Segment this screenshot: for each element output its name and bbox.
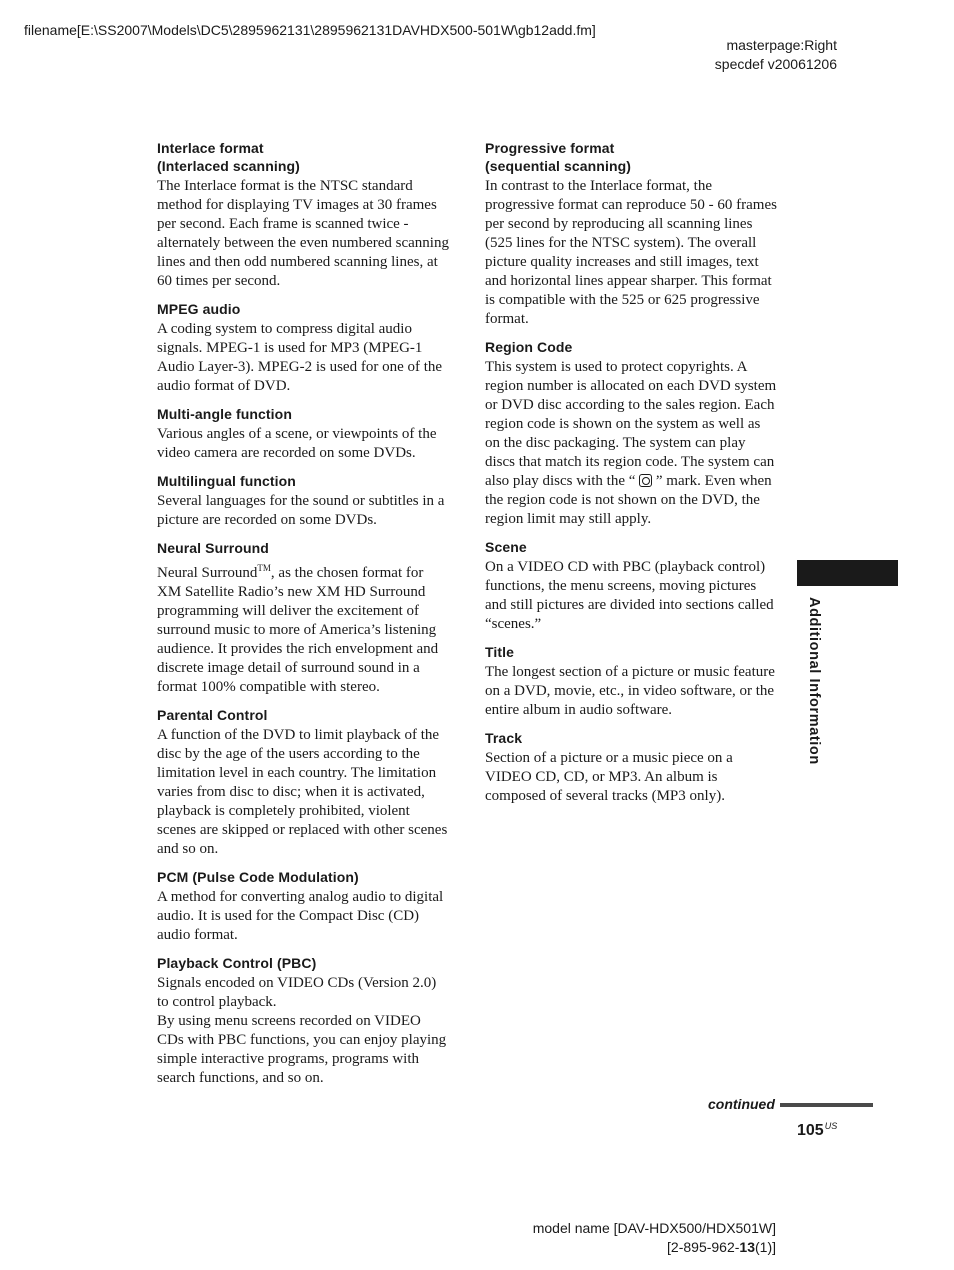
term-title: Parental Control [157, 707, 268, 723]
term-pcm [157, 868, 449, 945]
term-title: Interlace format (Interlaced scanning) [157, 140, 300, 174]
continued-bar [780, 1103, 873, 1107]
term-title: Multi-angle function [157, 406, 292, 422]
term-scene [485, 538, 777, 634]
term-title: PCM (Pulse Code Modulation) [157, 869, 359, 885]
term-title-entry [485, 643, 777, 720]
term-track [485, 729, 777, 806]
term-title: Scene [485, 539, 527, 555]
term-body: A method for converting analog audio to digital audio. It is used for the Compact Disc (CD) audio format. [157, 889, 444, 943]
page-region-suffix: US [824, 1121, 838, 1131]
term-body: This system is used to protect copyrights. A region number is allocated on each DVD system or DVD disc according to the sales region. Each region code is shown on the system as well as on the disc packaging. The system can play discs that match its region code. The system can also play discs with the “ ” mark. Even when the region code is not shown on the DVD, the region limit may still apply. [485, 359, 777, 527]
term-body: In contrast to the Interlace format, the progressive format can reproduce 50 - 60 frames per second by reproducing all scanning lines (525 lines for the NTSC system). The overall picture quality increases and still images, text and horizontal lines appear sharper. This format is compatible with the 525 or 625 progressive format. [485, 178, 777, 327]
term-title: Playback Control (PBC) [157, 955, 317, 971]
header-filename: filename[E:\SS2007\Models\DC5\2895962131\2895962131DAVHDX500-501W\gb12add.fm] [24, 22, 596, 38]
term-body: Section of a picture or a music piece on a VIDEO CD, CD, or MP3. An album is composed of several tracks (MP3 only). [485, 750, 733, 804]
term-parental-control [157, 706, 449, 859]
term-multi-angle [157, 405, 449, 463]
header-meta [715, 36, 837, 74]
term-body: On a VIDEO CD with PBC (playback control) functions, the menu screens, moving pictures and still pictures are divided into sections called “scenes.” [485, 559, 774, 632]
term-progressive-format [485, 139, 777, 329]
term-title: Progressive format (sequential scanning) [485, 140, 632, 174]
term-mpeg-audio [157, 300, 449, 396]
term-title: Neural Surround [157, 540, 269, 556]
term-region-code [485, 338, 777, 529]
section-tab-marker [797, 560, 898, 586]
term-interlace-format [157, 139, 449, 291]
page-number: $105^{US}$ [797, 1121, 838, 1139]
term-body [157, 974, 449, 1088]
term-body: Various angles of a scene, or viewpoints of the video camera are recorded on some DVDs. [157, 426, 437, 461]
right-column [485, 139, 777, 815]
term-body: A coding system to compress digital audio signals. MPEG-1 is used for MP3 (MPEG-1 Audio Layer-3). MPEG-2 is used for one of the audio format of DVD. [157, 321, 443, 394]
term-title: Title [485, 644, 515, 660]
term-title: Track [485, 730, 523, 746]
paragraph: Signals encoded on VIDEO CDs (Version 2.0) to control playback. [157, 975, 437, 1010]
term-title: Region Code [485, 339, 573, 355]
section-tab-label: Additional Information [806, 597, 822, 765]
term-neural-surround [157, 539, 449, 697]
term-body: The longest section of a picture or music feature on a DVD, movie, etc., in video software, or the entire album in audio software. [485, 664, 775, 718]
term-playback-control [157, 954, 449, 1088]
term-body: A function of the DVD to limit playback of the disc by the age of the users according to the limitation level in each country. The limitation varies from disc to disc; when it is activated, playback is completely prohibited, violent scenes are skipped or replaced with other scenes and so on. [157, 727, 448, 857]
paragraph: By using menu screens recorded on VIDEO CDs with PBC functions, you can enjoy playing simple interactive programs, programs with search functions, and so on. [157, 1013, 447, 1086]
left-column [157, 139, 449, 1097]
region-all-icon [639, 474, 652, 487]
term-body: The Interlace format is the NTSC standard method for displaying TV images at 30 frames per second. Each frame is scanned twice - alternately between the even numbered scanning lines and then odd numbered scanning lines, at 60 times per second. [157, 178, 449, 289]
footer-part-code: [2-895-962-13(1)] [667, 1239, 776, 1255]
footer-model-info [533, 1219, 776, 1257]
trademark-mark: TM [257, 563, 271, 573]
term-title: Multilingual function [157, 473, 296, 489]
term-body: Several languages for the sound or subtitles in a picture are recorded on some DVDs. [157, 493, 445, 528]
header-specdef: specdef v20061206 [714, 56, 837, 72]
continued-label: continued [708, 1096, 775, 1112]
footer-model-name: model name [DAV-HDX500/HDX501W] [532, 1220, 776, 1236]
header-masterpage: masterpage:Right [726, 37, 837, 53]
term-multilingual [157, 472, 449, 530]
term-body: Neural Surround™, as the chosen format for XM Satellite Radio’s new XM HD Surround programming will deliver the excitement of surround music to more of America’s listening audience. It provides the rich envelopment and discrete image detail of surround sound in a format 100% compatible with stereo. [157, 563, 439, 695]
term-title: MPEG audio [157, 301, 241, 317]
